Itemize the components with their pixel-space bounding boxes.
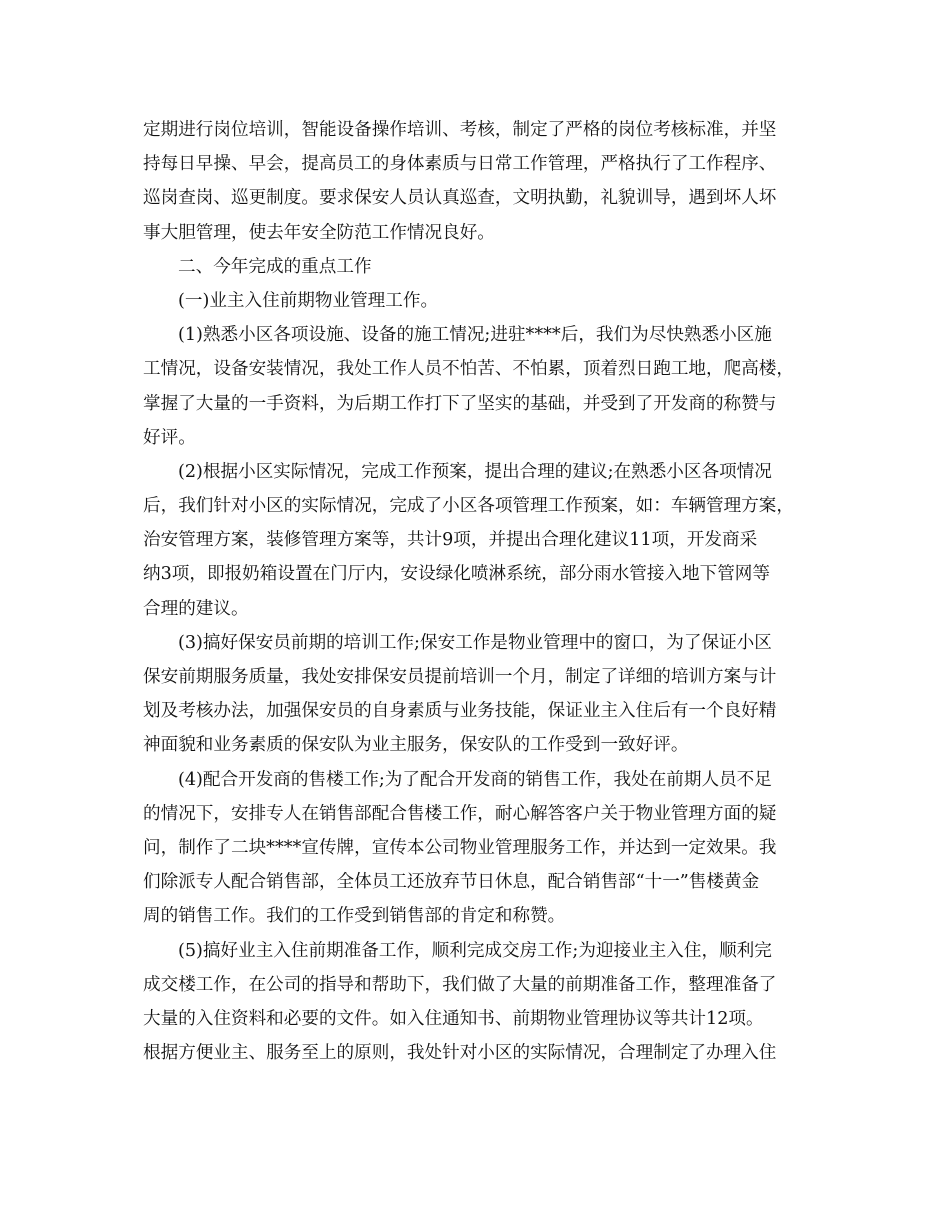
text-line: 定期进行岗位培训，智能设备操作培训、考核，制定了严格的岗位考核标准，并坚 xyxy=(143,120,777,140)
text-line: 治安管理方案，装修管理方案等，共计9项，并提出合理化建议11项，开发商采 xyxy=(143,530,758,551)
text-line: 好评。 xyxy=(143,427,196,448)
text-line: 问，制作了二块****宣传牌，宣传本公司物业管理服务工作，并达到一定效果。我 xyxy=(143,837,777,858)
text-line: 大量的入住资料和必要的文件。如入住通知书、前期物业管理协议等共计12项。 xyxy=(143,1008,764,1029)
text-line: 保安前期服务质量，我处安排保安员提前培训一个月，制定了详细的培训方案与计 xyxy=(143,667,777,687)
paragraph-start: (5)搞好业主入住前期准备工作，顺利完成交房工作;为迎接业主入住，顺利完 xyxy=(178,940,772,961)
text-line: 事大胆管理，使去年安全防范工作情况良好。 xyxy=(143,222,495,243)
text-line: 后，我们针对小区的实际情况，完成了小区各项管理工作预案，如：车辆管理方案， xyxy=(143,496,794,517)
paragraph-start: (4)配合开发商的售楼工作;为了配合开发商的销售工作，我处在前期人员不足 xyxy=(178,769,772,790)
text-line: 纳3项，即报奶箱设置在门厅内，安设绿化喷淋系统，部分雨水管接入地下管网等 xyxy=(143,564,770,585)
text-line: 神面貌和业务素质的保安队为业主服务，保安队的工作受到一致好评。 xyxy=(143,735,689,756)
text-line: 们除派专人配合销售部，全体员工还放弃节日休息，配合销售部“十一”售楼黄金 xyxy=(143,872,760,893)
text-line: 合理的建议。 xyxy=(143,598,249,619)
text-line: 的情况下，安排专人在销售部配合售楼工作，耐心解答客户关于物业管理方面的疑 xyxy=(143,803,777,824)
text-line: 周的销售工作。我们的工作受到销售部的肯定和称赞。 xyxy=(143,906,566,927)
text-line: 成交楼工作，在公司的指导和帮助下，我们做了大量的前期准备工作，整理准备了 xyxy=(143,974,777,995)
subsection-heading: (一)业主入住前期物业管理工作。 xyxy=(178,290,439,311)
text-line: 工情况，设备安装情况，我处工作人员不怕苦、不怕累，顶着烈日跑工地，爬高楼， xyxy=(143,359,794,380)
document-body xyxy=(143,113,815,1070)
paragraph-start: (2)根据小区实际情况，完成工作预案，提出合理的建议;在熟悉小区各项情况 xyxy=(178,461,772,482)
paragraph-start: (3)搞好保安员前期的培训工作;保安工作是物业管理中的窗口，为了保证小区 xyxy=(178,632,772,653)
text-line: 持每日早操、早会，提高员工的身体素质与日常工作管理，严格执行了工作程序、 xyxy=(143,154,777,175)
text-line: 巡岗查岗、巡更制度。要求保安人员认真巡查，文明执勤，礼貌训导，遇到坏人坏 xyxy=(143,188,777,209)
text-line: 根据方便业主、服务至上的原则，我处针对小区的实际情况，合理制定了办理入住 xyxy=(143,1043,777,1064)
section-heading: 二、今年完成的重点工作 xyxy=(178,256,372,277)
text-line: 掌握了大量的一手资料，为后期工作打下了坚实的基础，并受到了开发商的称赞与 xyxy=(143,393,777,414)
text-line: 划及考核办法，加强保安员的自身素质与业务技能，保证业主入住后有一个良好精 xyxy=(143,701,777,722)
paragraph-start: (1)熟悉小区各项设施、设备的施工情况;进驻****后，我们为尽快熟悉小区施 xyxy=(178,325,772,346)
